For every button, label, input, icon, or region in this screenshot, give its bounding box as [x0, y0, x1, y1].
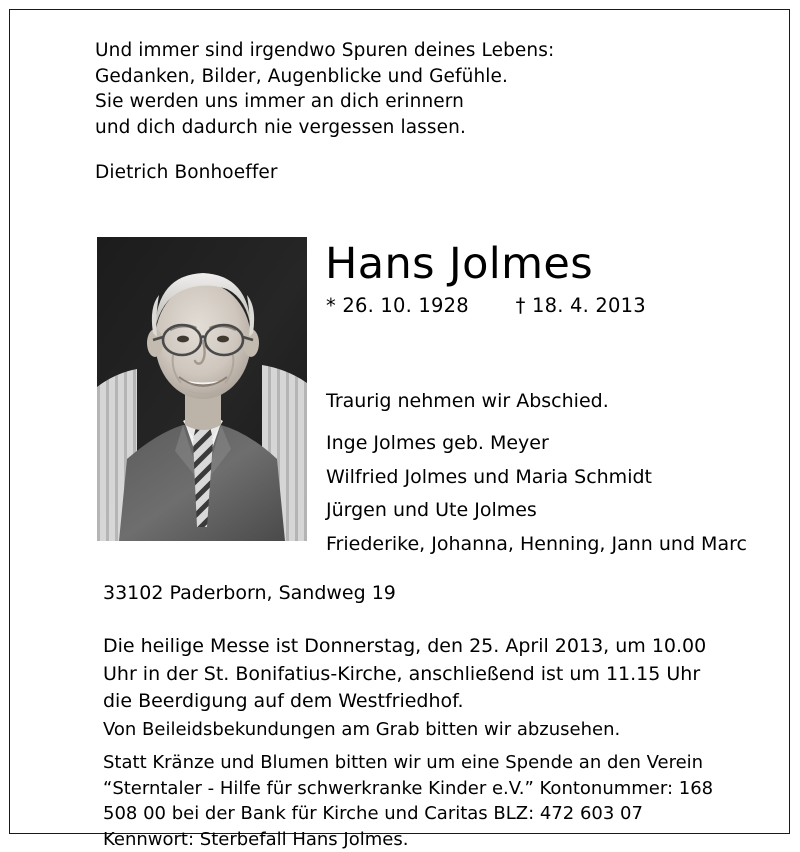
quote-line-3: Sie werden uns immer an dich erinnern	[95, 91, 464, 112]
deceased-name: Hans Jolmes	[325, 239, 594, 289]
family-address: 33102 Paderborn, Sandweg 19	[103, 582, 396, 604]
memorial-quote	[95, 38, 715, 140]
portrait-photo	[97, 237, 307, 541]
donation-request: Statt Kränze und Blumen bitten wir um eine Spende an den Verein “Sterntaler - Hilfe für schwerkranke Kinder e.V.” Kontonummer: 168 508 00 bei der Bank für Kirche und Caritas BLZ: 472 603 07 Kennwort: Sterbefall Hans Jolmes.	[103, 752, 714, 850]
portrait-illustration	[97, 237, 307, 541]
quote-line-1: Und immer sind irgendwo Spuren deines Lebens:	[95, 40, 555, 61]
family-member-2: Wilfried Jolmes und Maria Schmidt	[326, 465, 652, 488]
birth-date: 26. 10. 1928	[342, 294, 469, 317]
condolence-request: Von Beileidsbekundungen am Grab bitten wir abzusehen.	[103, 719, 621, 740]
birth-symbol: *	[326, 294, 336, 317]
death-date: 18. 4. 2013	[531, 294, 646, 317]
mourning-statement: Traurig nehmen wir Abschied.	[326, 390, 609, 412]
life-dates	[326, 294, 646, 318]
quote-author: Dietrich Bonhoeffer	[95, 162, 278, 183]
death-symbol: †	[515, 294, 526, 317]
family-member-3: Jürgen und Ute Jolmes	[326, 499, 537, 521]
family-member-1: Inge Jolmes geb. Meyer	[326, 432, 549, 454]
quote-line-4: und dich dadurch nie vergessen lassen.	[95, 116, 466, 138]
family-member-4: Friederike, Johanna, Henning, Jann und Marc	[326, 532, 747, 555]
funeral-service-details: Die heilige Messe ist Donnerstag, den 25. April 2013, um 10.00 Uhr in der St. Bonifatius-Kirche, anschließend ist um 11.15 Uhr die Beerdigung auf dem Westfriedhof.	[103, 635, 707, 712]
bereaved-family-list	[326, 427, 747, 561]
death-notice-frame	[9, 9, 790, 850]
quote-line-2: Gedanken, Bilder, Augenblicke und Gefühle.	[95, 65, 509, 87]
